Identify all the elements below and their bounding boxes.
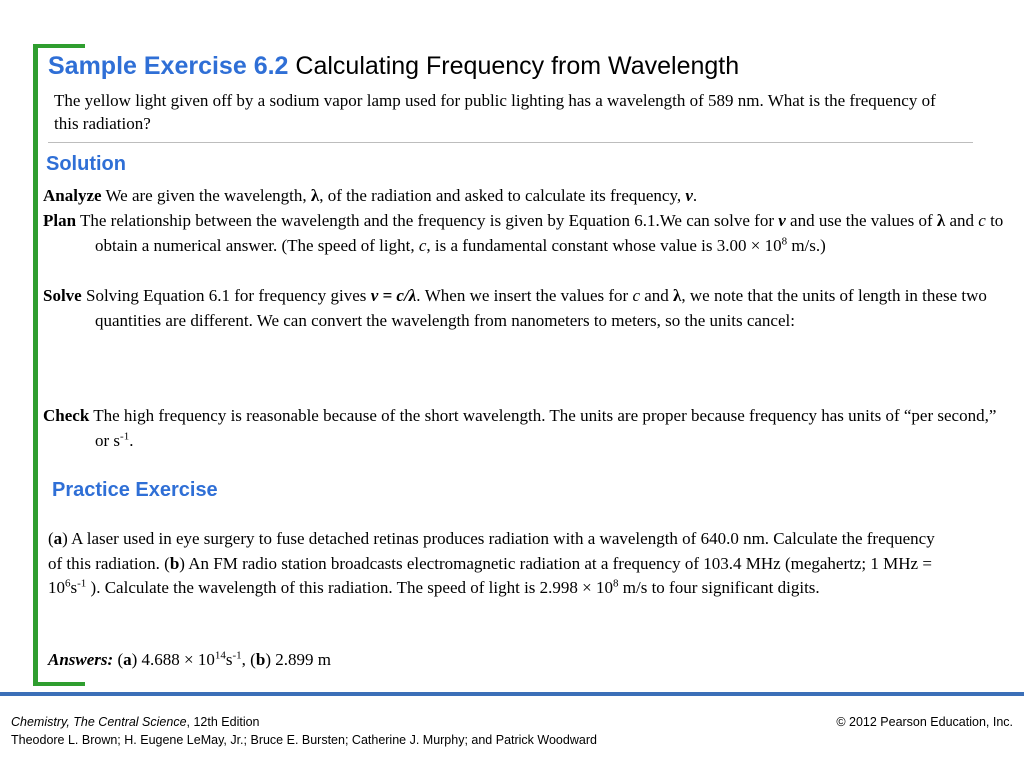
answers-line: Answers: (a) $4.688 \times 10^{14}s^{-1}$, (b) 2.899 m — [48, 649, 331, 669]
plan-text: m/s.) — [787, 235, 826, 255]
practice-text: s — [70, 578, 78, 597]
exercise-number: Sample Exercise 6.2 — [48, 52, 289, 80]
footer-book — [11, 715, 260, 729]
nu-symbol: ν — [685, 186, 693, 205]
practice-text: ) An FM radio station broadcasts electromagnetic radiation at a frequency of 103.4 MHz (megahertz; 1 MHz = 10 — [48, 553, 932, 597]
answer-separator: , ( — [241, 650, 256, 669]
analyze-text: . — [692, 186, 698, 205]
practice-heading: Practice Exercise — [52, 479, 218, 501]
analyze-paragraph — [43, 184, 1010, 209]
footer-copyright: © 2012 Pearson Education, Inc. — [836, 715, 1013, 729]
exponent: 14 — [214, 649, 226, 662]
exponent: -1 — [77, 577, 87, 590]
green-bracket-top — [33, 44, 85, 48]
answer-b-value: ) 2.899 m — [265, 650, 331, 669]
solve-text: and — [639, 286, 674, 305]
footer-authors: Theodore L. Brown; H. Eugene LeMay, Jr.; Bruce E. Bursten; Catherine J. Murphy; and Patrick Woodward — [11, 733, 597, 747]
part-a-label: a — [53, 529, 63, 548]
answers-label: Answers: — [48, 650, 114, 669]
green-bracket-vertical — [33, 44, 38, 686]
footer-divider — [0, 692, 1024, 696]
plan-label: Plan — [43, 211, 77, 230]
exponent: 8 — [613, 577, 619, 590]
exponent: 8 — [781, 234, 788, 247]
green-bracket-bottom — [33, 682, 85, 686]
answer-a-value: 4.688 × 10 — [137, 650, 215, 669]
exponent: 6 — [65, 577, 71, 590]
practice-text: m/s to four significant digits. — [618, 578, 820, 597]
answer-a-unit: s — [225, 650, 233, 669]
divider — [48, 142, 973, 143]
plan-text: and — [945, 211, 979, 230]
check-text: . — [129, 430, 134, 450]
analyze-text: We are given the wavelength, — [101, 186, 311, 205]
practice-text: A laser used in eye surgery to fuse detached retinas produces radiation with a wavelength of 640.0 nm. Calculate the frequency of this radiation. ( — [48, 529, 935, 573]
practice-paragraph: (a) A laser used in eye surgery to fuse detached retinas produces radiation with a wavelength of 640.0 nm. Calculate the frequency of this radiation. (b) An FM radio station broadcasts electromagnetic radiation at a frequency of 103.4 MHz (megahertz; 1 MHz = $10^6s^{-1}$ ). Calculate the wavelength of this radiation. The speed of light is $2.998 \times 10^8$ m/s to four significant digits. — [48, 529, 935, 597]
page-title — [48, 52, 739, 81]
solve-label: Solve — [43, 286, 82, 305]
solve-paragraph — [43, 284, 1010, 333]
answer-a-label: a — [123, 650, 132, 669]
nu-symbol: ν — [778, 211, 786, 230]
lambda-symbol: λ — [673, 286, 682, 305]
plan-paragraph — [43, 209, 1010, 258]
solve-text: , we note that the units of length in these two quantities are different. We can convert the wavelength from nanometers to meters, so the units cancel: — [95, 286, 987, 330]
answer-b-label: b — [255, 650, 266, 669]
check-text: The high frequency is reasonable because of the short wavelength. The units are proper because frequency has units of “per second,” or s — [89, 406, 997, 450]
exponent: -1 — [120, 429, 130, 442]
lambda-symbol: λ — [936, 211, 946, 230]
plan-text: The relationship between the wavelength and the frequency is given by Equation 6.1.We can solve for — [76, 211, 779, 230]
lambda-symbol: λ — [310, 186, 320, 205]
exponent: -1 — [232, 649, 242, 662]
check-label: Check — [43, 406, 90, 425]
exercise-title: Calculating Frequency from Wavelength — [295, 52, 740, 80]
book-edition: , 12th Edition — [186, 715, 260, 729]
plan-text: to obtain a numerical answer. (The speed of light, — [95, 211, 1004, 255]
solve-text: . When we insert the values for — [416, 286, 633, 305]
solve-text: Solving Equation 6.1 for frequency gives — [81, 286, 371, 305]
book-title: Chemistry, The Central Science — [11, 715, 187, 729]
frequency-formula: ν = c/λ — [370, 286, 417, 305]
analyze-label: Analyze — [43, 186, 102, 205]
part-b-label: b — [169, 553, 180, 573]
check-paragraph — [43, 404, 1010, 453]
problem-statement: The yellow light given off by a sodium vapor lamp used for public lighting has a wavelength of 589 nm. What is the frequency of this radiation? — [54, 91, 936, 133]
c-symbol: c — [418, 235, 427, 255]
plan-text: and use the values of — [785, 211, 937, 230]
c-symbol: c — [978, 211, 986, 230]
practice-text: ). Calculate the wavelength of this radiation. The speed of light is 2.998 × 10 — [86, 578, 614, 597]
solution-heading: Solution — [46, 153, 126, 175]
plan-text: , is a fundamental constant whose value is 3.00 × 10 — [426, 235, 782, 255]
analyze-text: , of the radiation and asked to calculate its frequency, — [319, 186, 686, 205]
c-symbol: c — [632, 286, 640, 305]
